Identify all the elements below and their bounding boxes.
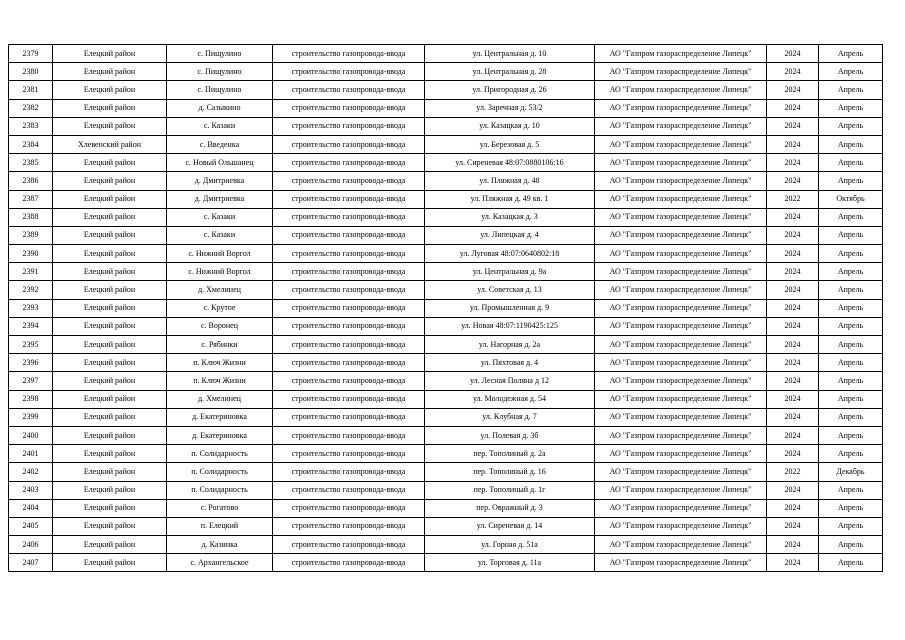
organization-cell: АО "Газпром газораспределение Липецк": [595, 226, 767, 244]
table-row: [9, 372, 883, 390]
work-type-cell: строительство газопровода-ввода: [273, 336, 425, 354]
month-cell: Апрель: [819, 408, 883, 426]
organization-cell: АО "Газпром газораспределение Липецк": [595, 99, 767, 117]
month-cell: Апрель: [819, 45, 883, 63]
address-cell: ул. Молодежная д. 54: [425, 390, 595, 408]
month-cell: Апрель: [819, 263, 883, 281]
district-cell: Елецкий район: [53, 372, 167, 390]
row-number-cell: 2401: [9, 445, 53, 463]
organization-cell: АО "Газпром газораспределение Липецк": [595, 245, 767, 263]
organization-cell: АО "Газпром газораспределение Липецк": [595, 554, 767, 572]
settlement-cell: с. Нижний Воргол: [167, 263, 273, 281]
month-cell: Апрель: [819, 135, 883, 153]
work-type-cell: строительство газопровода-ввода: [273, 463, 425, 481]
organization-cell: АО "Газпром газораспределение Липецк": [595, 172, 767, 190]
district-cell: Елецкий район: [53, 281, 167, 299]
settlement-cell: с. Казаки: [167, 208, 273, 226]
row-number-cell: 2379: [9, 45, 53, 63]
month-cell: Апрель: [819, 117, 883, 135]
work-type-cell: строительство газопровода-ввода: [273, 317, 425, 335]
row-number-cell: 2407: [9, 554, 53, 572]
month-cell: Апрель: [819, 336, 883, 354]
work-type-cell: строительство газопровода-ввода: [273, 408, 425, 426]
table-body: [9, 45, 883, 572]
year-cell: 2024: [767, 117, 819, 135]
district-cell: Елецкий район: [53, 190, 167, 208]
year-cell: 2022: [767, 463, 819, 481]
organization-cell: АО "Газпром газораспределение Липецк": [595, 154, 767, 172]
settlement-cell: п. Солидарность: [167, 481, 273, 499]
row-number-cell: 2400: [9, 426, 53, 444]
settlement-cell: с. Крутое: [167, 299, 273, 317]
settlement-cell: п. Ключ Жизни: [167, 372, 273, 390]
settlement-cell: п. Ключ Жизни: [167, 354, 273, 372]
district-cell: Елецкий район: [53, 63, 167, 81]
district-cell: Елецкий район: [53, 408, 167, 426]
table-row: [9, 208, 883, 226]
address-cell: ул. Луговая 48:07:0640802:18: [425, 245, 595, 263]
month-cell: Апрель: [819, 63, 883, 81]
table-row: [9, 426, 883, 444]
district-cell: Елецкий район: [53, 226, 167, 244]
year-cell: 2024: [767, 517, 819, 535]
year-cell: 2024: [767, 445, 819, 463]
month-cell: Апрель: [819, 81, 883, 99]
organization-cell: АО "Газпром газораспределение Липецк": [595, 517, 767, 535]
organization-cell: АО "Газпром газораспределение Липецк": [595, 445, 767, 463]
settlement-cell: с. Казаки: [167, 117, 273, 135]
work-type-cell: строительство газопровода-ввода: [273, 281, 425, 299]
row-number-cell: 2404: [9, 499, 53, 517]
address-cell: ул. Лесная Поляна д 12: [425, 372, 595, 390]
settlement-cell: с. Казаки: [167, 226, 273, 244]
table-row: [9, 245, 883, 263]
address-cell: ул. Березовая д. 5: [425, 135, 595, 153]
month-cell: Апрель: [819, 172, 883, 190]
row-number-cell: 2393: [9, 299, 53, 317]
settlement-cell: д. Екатериновка: [167, 426, 273, 444]
settlement-cell: п. Солидарность: [167, 445, 273, 463]
table-row: [9, 517, 883, 535]
month-cell: Апрель: [819, 154, 883, 172]
year-cell: 2024: [767, 499, 819, 517]
work-type-cell: строительство газопровода-ввода: [273, 372, 425, 390]
table-row: [9, 45, 883, 63]
table-row: [9, 408, 883, 426]
settlement-cell: д. Сазыкино: [167, 99, 273, 117]
organization-cell: АО "Газпром газораспределение Липецк": [595, 135, 767, 153]
work-type-cell: строительство газопровода-ввода: [273, 445, 425, 463]
address-cell: пер. Тополиный д. 2а: [425, 445, 595, 463]
table-row: [9, 281, 883, 299]
year-cell: 2024: [767, 554, 819, 572]
settlement-cell: с. Введенка: [167, 135, 273, 153]
organization-cell: АО "Газпром газораспределение Липецк": [595, 63, 767, 81]
work-type-cell: строительство газопровода-ввода: [273, 208, 425, 226]
table-row: [9, 226, 883, 244]
month-cell: Апрель: [819, 317, 883, 335]
district-cell: Елецкий район: [53, 154, 167, 172]
address-cell: ул. Центральная д. 9а: [425, 263, 595, 281]
organization-cell: АО "Газпром газораспределение Липецк": [595, 426, 767, 444]
row-number-cell: 2386: [9, 172, 53, 190]
district-cell: Елецкий район: [53, 390, 167, 408]
organization-cell: АО "Газпром газораспределение Липецк": [595, 536, 767, 554]
row-number-cell: 2390: [9, 245, 53, 263]
address-cell: ул. Липецкая д. 4: [425, 226, 595, 244]
year-cell: 2024: [767, 63, 819, 81]
work-type-cell: строительство газопровода-ввода: [273, 117, 425, 135]
row-number-cell: 2382: [9, 99, 53, 117]
organization-cell: АО "Газпром газораспределение Липецк": [595, 263, 767, 281]
table-row: [9, 554, 883, 572]
table-row: [9, 263, 883, 281]
year-cell: 2024: [767, 372, 819, 390]
settlement-cell: д. Дмитриевка: [167, 190, 273, 208]
address-cell: ул. Пляжная д. 49 кв. 1: [425, 190, 595, 208]
district-cell: Елецкий район: [53, 317, 167, 335]
district-cell: Елецкий район: [53, 554, 167, 572]
district-cell: Елецкий район: [53, 499, 167, 517]
address-cell: ул. Советская д. 13: [425, 281, 595, 299]
month-cell: Апрель: [819, 390, 883, 408]
year-cell: 2024: [767, 135, 819, 153]
organization-cell: АО "Газпром газораспределение Липецк": [595, 208, 767, 226]
work-type-cell: строительство газопровода-ввода: [273, 299, 425, 317]
month-cell: Апрель: [819, 281, 883, 299]
work-type-cell: строительство газопровода-ввода: [273, 81, 425, 99]
table-row: [9, 336, 883, 354]
table-row: [9, 499, 883, 517]
address-cell: пер. Тополиный д. 16: [425, 463, 595, 481]
month-cell: Апрель: [819, 517, 883, 535]
organization-cell: АО "Газпром газораспределение Липецк": [595, 81, 767, 99]
district-cell: Елецкий район: [53, 354, 167, 372]
row-number-cell: 2394: [9, 317, 53, 335]
year-cell: 2024: [767, 81, 819, 99]
table-row: [9, 63, 883, 81]
row-number-cell: 2387: [9, 190, 53, 208]
settlement-cell: д. Дмитриевка: [167, 172, 273, 190]
year-cell: 2022: [767, 190, 819, 208]
year-cell: 2024: [767, 281, 819, 299]
work-type-cell: строительство газопровода-ввода: [273, 499, 425, 517]
month-cell: Апрель: [819, 354, 883, 372]
address-cell: ул. Центральная д. 10: [425, 45, 595, 63]
row-number-cell: 2385: [9, 154, 53, 172]
work-type-cell: строительство газопровода-ввода: [273, 536, 425, 554]
year-cell: 2024: [767, 426, 819, 444]
district-cell: Елецкий район: [53, 117, 167, 135]
year-cell: 2024: [767, 154, 819, 172]
district-cell: Елецкий район: [53, 45, 167, 63]
table-row: [9, 536, 883, 554]
address-cell: ул. Клубная д. 7: [425, 408, 595, 426]
month-cell: Апрель: [819, 554, 883, 572]
row-number-cell: 2383: [9, 117, 53, 135]
address-cell: ул. Казацкая д. 10: [425, 117, 595, 135]
work-type-cell: строительство газопровода-ввода: [273, 390, 425, 408]
row-number-cell: 2402: [9, 463, 53, 481]
work-type-cell: строительство газопровода-ввода: [273, 99, 425, 117]
row-number-cell: 2392: [9, 281, 53, 299]
work-type-cell: строительство газопровода-ввода: [273, 481, 425, 499]
month-cell: Апрель: [819, 426, 883, 444]
work-type-cell: строительство газопровода-ввода: [273, 190, 425, 208]
year-cell: 2024: [767, 390, 819, 408]
row-number-cell: 2395: [9, 336, 53, 354]
work-type-cell: строительство газопровода-ввода: [273, 154, 425, 172]
work-type-cell: строительство газопровода-ввода: [273, 135, 425, 153]
year-cell: 2024: [767, 226, 819, 244]
year-cell: 2024: [767, 99, 819, 117]
table-row: [9, 445, 883, 463]
address-cell: ул. Горная д. 51а: [425, 536, 595, 554]
row-number-cell: 2388: [9, 208, 53, 226]
month-cell: Апрель: [819, 299, 883, 317]
work-type-cell: строительство газопровода-ввода: [273, 63, 425, 81]
district-cell: Елецкий район: [53, 426, 167, 444]
month-cell: Октябрь: [819, 190, 883, 208]
address-cell: пер. Тополиный д. 1г: [425, 481, 595, 499]
month-cell: Апрель: [819, 499, 883, 517]
address-cell: ул. Нагорная д. 2а: [425, 336, 595, 354]
settlement-cell: д. Хмелинец: [167, 390, 273, 408]
address-cell: ул. Сиреневая 48:07:0880106:16: [425, 154, 595, 172]
row-number-cell: 2381: [9, 81, 53, 99]
district-cell: Елецкий район: [53, 445, 167, 463]
month-cell: Апрель: [819, 445, 883, 463]
row-number-cell: 2399: [9, 408, 53, 426]
table-row: [9, 390, 883, 408]
table-row: [9, 117, 883, 135]
settlement-cell: д. Казинка: [167, 536, 273, 554]
organization-cell: АО "Газпром газораспределение Липецк": [595, 281, 767, 299]
month-cell: Апрель: [819, 208, 883, 226]
district-cell: Елецкий район: [53, 463, 167, 481]
work-type-cell: строительство газопровода-ввода: [273, 354, 425, 372]
settlement-cell: с. Пищулино: [167, 63, 273, 81]
district-cell: Елецкий район: [53, 336, 167, 354]
table-row: [9, 354, 883, 372]
row-number-cell: 2397: [9, 372, 53, 390]
month-cell: Апрель: [819, 372, 883, 390]
year-cell: 2024: [767, 263, 819, 281]
address-cell: ул. Пригородная д. 26: [425, 81, 595, 99]
table-row: [9, 154, 883, 172]
settlement-cell: с. Новый Ольшанец: [167, 154, 273, 172]
year-cell: 2024: [767, 536, 819, 554]
year-cell: 2024: [767, 336, 819, 354]
table-row: [9, 81, 883, 99]
address-cell: ул. Торговая д. 11а: [425, 554, 595, 572]
address-cell: ул. Казацкая д. 3: [425, 208, 595, 226]
organization-cell: АО "Газпром газораспределение Липецк": [595, 354, 767, 372]
year-cell: 2024: [767, 481, 819, 499]
year-cell: 2024: [767, 208, 819, 226]
organization-cell: АО "Газпром газораспределение Липецк": [595, 45, 767, 63]
table-row: [9, 481, 883, 499]
district-cell: Елецкий район: [53, 536, 167, 554]
organization-cell: АО "Газпром газораспределение Липецк": [595, 336, 767, 354]
work-type-cell: строительство газопровода-ввода: [273, 426, 425, 444]
gasification-table: [8, 44, 883, 572]
address-cell: ул. Полевая д. 3б: [425, 426, 595, 444]
organization-cell: АО "Газпром газораспределение Липецк": [595, 481, 767, 499]
district-cell: Елецкий район: [53, 99, 167, 117]
settlement-cell: с. Рогатово: [167, 499, 273, 517]
organization-cell: АО "Газпром газораспределение Липецк": [595, 372, 767, 390]
organization-cell: АО "Газпром газораспределение Липецк": [595, 299, 767, 317]
year-cell: 2024: [767, 299, 819, 317]
organization-cell: АО "Газпром газораспределение Липецк": [595, 463, 767, 481]
organization-cell: АО "Газпром газораспределение Липецк": [595, 190, 767, 208]
settlement-cell: п. Солидарность: [167, 463, 273, 481]
address-cell: ул. Заречная д. 53/2: [425, 99, 595, 117]
work-type-cell: строительство газопровода-ввода: [273, 245, 425, 263]
month-cell: Апрель: [819, 481, 883, 499]
address-cell: ул. Пляжная д. 48: [425, 172, 595, 190]
row-number-cell: 2405: [9, 517, 53, 535]
organization-cell: АО "Газпром газораспределение Липецк": [595, 408, 767, 426]
settlement-cell: п. Елецкий: [167, 517, 273, 535]
settlement-cell: с. Архангельское: [167, 554, 273, 572]
month-cell: Апрель: [819, 536, 883, 554]
address-cell: ул. Пяхтовая д. 4: [425, 354, 595, 372]
district-cell: Елецкий район: [53, 81, 167, 99]
table-row: [9, 172, 883, 190]
table-row: [9, 135, 883, 153]
row-number-cell: 2391: [9, 263, 53, 281]
district-cell: Елецкий район: [53, 517, 167, 535]
month-cell: Апрель: [819, 226, 883, 244]
work-type-cell: строительство газопровода-ввода: [273, 517, 425, 535]
year-cell: 2024: [767, 172, 819, 190]
settlement-cell: с. Рябинки: [167, 336, 273, 354]
table-row: [9, 317, 883, 335]
table-row: [9, 299, 883, 317]
settlement-cell: д. Екатериновка: [167, 408, 273, 426]
row-number-cell: 2384: [9, 135, 53, 153]
year-cell: 2024: [767, 408, 819, 426]
district-cell: Елецкий район: [53, 299, 167, 317]
settlement-cell: с. Пищулино: [167, 81, 273, 99]
row-number-cell: 2389: [9, 226, 53, 244]
work-type-cell: строительство газопровода-ввода: [273, 172, 425, 190]
year-cell: 2024: [767, 354, 819, 372]
row-number-cell: 2396: [9, 354, 53, 372]
row-number-cell: 2380: [9, 63, 53, 81]
district-cell: Елецкий район: [53, 172, 167, 190]
settlement-cell: с. Пищулино: [167, 45, 273, 63]
work-type-cell: строительство газопровода-ввода: [273, 226, 425, 244]
month-cell: Декабрь: [819, 463, 883, 481]
row-number-cell: 2403: [9, 481, 53, 499]
organization-cell: АО "Газпром газораспределение Липецк": [595, 499, 767, 517]
work-type-cell: строительство газопровода-ввода: [273, 263, 425, 281]
row-number-cell: 2406: [9, 536, 53, 554]
work-type-cell: строительство газопровода-ввода: [273, 554, 425, 572]
table-row: [9, 463, 883, 481]
row-number-cell: 2398: [9, 390, 53, 408]
organization-cell: АО "Газпром газораспределение Липецк": [595, 317, 767, 335]
table-row: [9, 190, 883, 208]
month-cell: Апрель: [819, 245, 883, 263]
year-cell: 2024: [767, 317, 819, 335]
district-cell: Елецкий район: [53, 263, 167, 281]
month-cell: Апрель: [819, 99, 883, 117]
settlement-cell: с. Нижний Воргол: [167, 245, 273, 263]
district-cell: Хлевенский район: [53, 135, 167, 153]
district-cell: Елецкий район: [53, 481, 167, 499]
year-cell: 2024: [767, 45, 819, 63]
work-type-cell: строительство газопровода-ввода: [273, 45, 425, 63]
settlement-cell: с. Воронец: [167, 317, 273, 335]
organization-cell: АО "Газпром газораспределение Липецк": [595, 117, 767, 135]
address-cell: ул. Новая 48:07:1190425:125: [425, 317, 595, 335]
district-cell: Елецкий район: [53, 245, 167, 263]
address-cell: ул. Сиреневая д. 14: [425, 517, 595, 535]
district-cell: Елецкий район: [53, 208, 167, 226]
year-cell: 2024: [767, 245, 819, 263]
organization-cell: АО "Газпром газораспределение Липецк": [595, 390, 767, 408]
table-row: [9, 99, 883, 117]
address-cell: ул. Центральная д. 28: [425, 63, 595, 81]
settlement-cell: д. Хмелинец: [167, 281, 273, 299]
address-cell: ул. Промышленная д. 9: [425, 299, 595, 317]
address-cell: пер. Овражный д. 3: [425, 499, 595, 517]
